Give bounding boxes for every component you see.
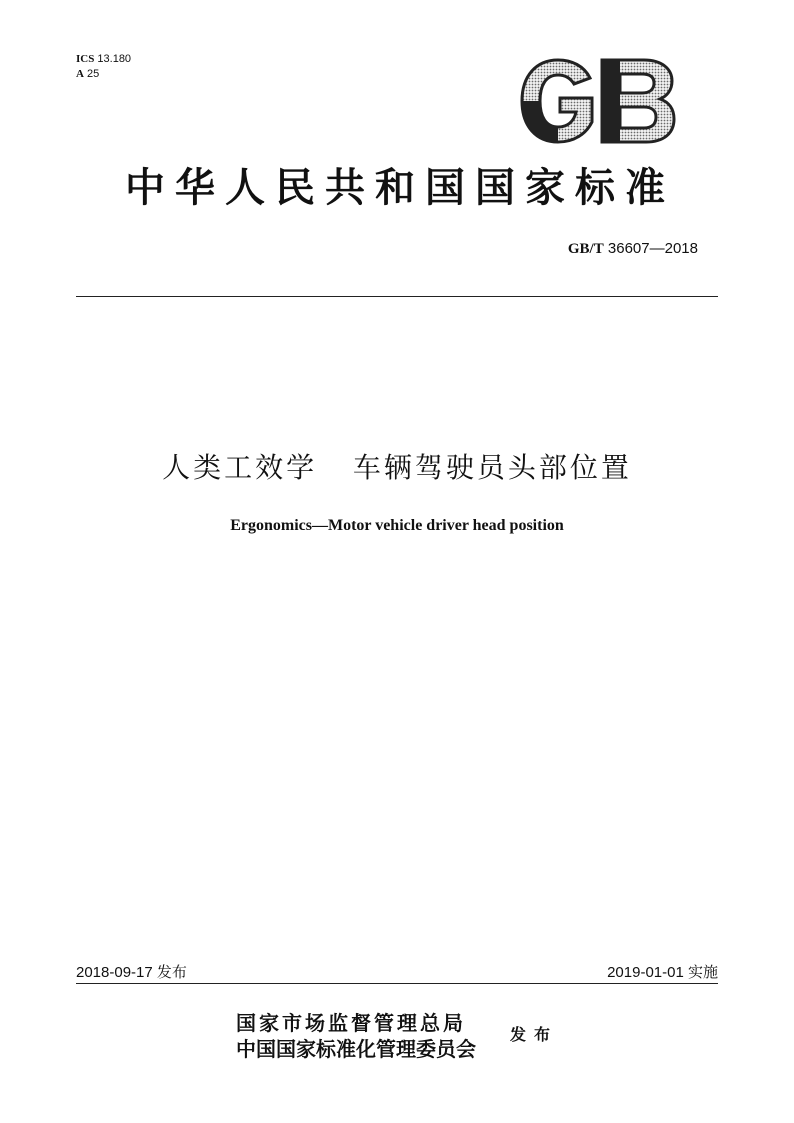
ccs-line (76, 67, 131, 82)
document-title-english: Ergonomics—Motor vehicle driver head position (230, 517, 564, 534)
publish-date-word: 发布 (156, 963, 187, 981)
publish-date-value: 2018-09-17 (76, 964, 153, 981)
national-standard-title: 中华人民共和国国家标准 (125, 164, 675, 211)
issuer-sac: 中国国家标准化管理委员会 (236, 1037, 476, 1061)
gb-logo (516, 56, 680, 146)
implement-date-value: 2019-01-01 (607, 964, 684, 981)
gb-logo-text: GB (516, 56, 518, 57)
document-title-chinese: 人类工效学 车辆驾驶员头部位置 (162, 451, 632, 484)
ccs-label: A (76, 68, 84, 80)
ccs-code: 25 (87, 68, 100, 80)
bottom-divider (76, 983, 718, 984)
issuing-authorities (236, 1010, 476, 1062)
publish-label: 发布 (510, 1025, 559, 1044)
standard-prefix: GB/T (567, 241, 604, 257)
implement-date-word: 实施 (687, 963, 718, 981)
ics-code: 13.180 (97, 53, 132, 65)
standard-number (568, 240, 698, 258)
issuer-samr: 国家市场监督管理总局 (236, 1011, 466, 1035)
implement-date (607, 961, 718, 982)
standard-code: 36607—2018 (607, 240, 698, 257)
ics-label: ICS (76, 53, 95, 65)
classification-codes (76, 52, 131, 82)
publish-date (76, 961, 187, 982)
top-divider (76, 296, 718, 297)
ics-line (76, 52, 131, 67)
